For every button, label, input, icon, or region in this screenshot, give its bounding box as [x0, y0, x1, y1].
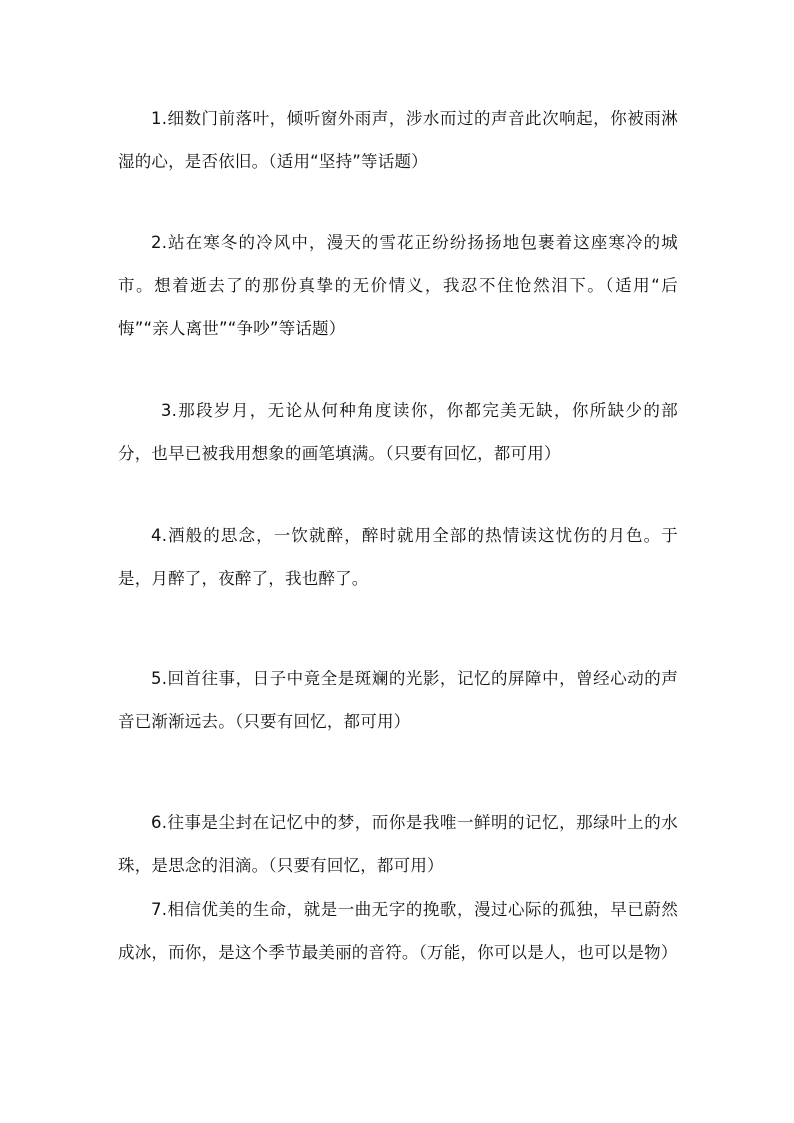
paragraph-1 [118, 97, 678, 183]
paragraph-7-text: 7.相信优美的生命，就是一曲无字的挽歌，漫过心际的孤独，早已蔚然成冰，而你，是这个季节最美丽的音符。（万能，你可以是人，也可以是物） [118, 900, 678, 962]
paragraph-3-text: 3.那段岁月，无论从何种角度读你，你都完美无缺，你所缺少的部分，也早已被我用想象的画笔填满。（只要有回忆，都可用） [118, 401, 678, 463]
paragraph-4 [118, 514, 678, 600]
paragraph-4-text: 4.酒般的思念，一饮就醉，醉时就用全部的热情读这忧伤的月色。于是，月醉了，夜醉了，我也醉了。 [118, 526, 678, 588]
paragraph-2 [118, 221, 678, 350]
paragraph-6-text: 6.往事是尘封在记忆中的梦，而你是我唯一鲜明的记忆，那绿叶上的水珠，是思念的泪滴。（只要有回忆，都可用） [118, 813, 678, 875]
paragraph-5 [118, 657, 678, 743]
paragraph-6 [118, 801, 678, 887]
paragraph-7 [118, 888, 678, 974]
paragraph-3 [118, 389, 678, 475]
paragraph-1-text: 1.细数门前落叶，倾听窗外雨声，涉水而过的声音此次响起，你被雨淋湿的心，是否依旧。（适用“坚持”等话题） [118, 109, 678, 171]
paragraph-2-text: 2.站在寒冬的冷风中，漫天的雪花正纷纷扬扬地包裹着这座寒冷的城市。想着逝去了的那份真挚的无价情义，我忍不住怆然泪下。（适用“后悔”“亲人离世”“争吵”等话题） [118, 233, 678, 338]
paragraph-5-text: 5.回首往事，日子中竟全是斑斓的光影，记忆的屏障中，曾经心动的声音已渐渐远去。（只要有回忆，都可用） [118, 669, 678, 731]
